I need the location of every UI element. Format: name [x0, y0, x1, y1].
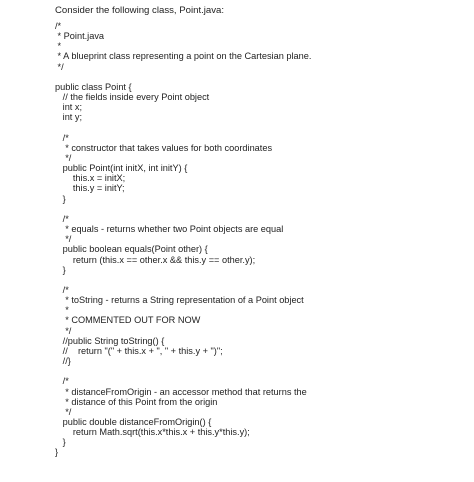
code-line: //public String toString() { [55, 335, 165, 346]
code-line: return Math.sqrt(this.x*this.x + this.y*this.y); [55, 427, 250, 438]
code-line: /* [55, 21, 62, 31]
code-line: */ [55, 61, 64, 72]
code-line: public double distanceFromOrigin() { [55, 417, 212, 428]
code-line: int x; [55, 102, 83, 113]
code-line: /* [55, 213, 69, 224]
code-line: this.y = initY; [55, 183, 125, 194]
code-line: * [55, 41, 62, 52]
code-line: //} [55, 356, 71, 367]
code-line [55, 366, 474, 376]
code-line: * distance of this Point from the origin [55, 396, 218, 407]
code-line: /* [55, 376, 69, 387]
code-line [55, 72, 474, 82]
code-line: // return "(" + this.x + ", " + this.y + ")"; [55, 345, 223, 356]
code-line: int y; [55, 112, 83, 123]
code-line: * toString - returns a String representation of a Point object [55, 295, 304, 306]
code-block [55, 21, 474, 458]
code-line [55, 123, 474, 133]
code-line: } [55, 193, 66, 204]
code-line: */ [55, 325, 72, 336]
code-line: * Point.java [55, 31, 105, 42]
code-line: public Point(int initX, int initY) { [55, 163, 188, 174]
code-line: } [55, 264, 66, 275]
code-line: * [55, 305, 69, 316]
code-line: */ [55, 406, 72, 417]
code-line: * equals - returns whether two Point objects are equal [55, 224, 284, 235]
code-line [55, 204, 474, 214]
code-line: } [55, 437, 66, 448]
code-line: * distanceFromOrigin - an accessor method that returns the [55, 386, 307, 397]
code-line [55, 275, 474, 285]
code-line: /* [55, 132, 69, 143]
code-line: * A blueprint class representing a point on the Cartesian plane. [55, 51, 312, 62]
intro-text: Consider the following class, Point.java: [55, 5, 225, 16]
code-line: public boolean equals(Point other) { [55, 244, 208, 255]
code-line: /* [55, 285, 69, 295]
code-line: * COMMENTED OUT FOR NOW [55, 315, 201, 326]
code-line: public class Point { [55, 81, 132, 92]
code-line: * constructor that takes values for both coordinates [55, 142, 273, 153]
code-line: return (this.x == other.x && this.y == other.y); [55, 254, 256, 265]
code-line: */ [55, 153, 72, 163]
code-line: } [55, 447, 59, 458]
code-line: this.x = initX; [55, 173, 126, 184]
code-line: // the fields inside every Point object [55, 92, 210, 103]
code-line: */ [55, 234, 72, 245]
